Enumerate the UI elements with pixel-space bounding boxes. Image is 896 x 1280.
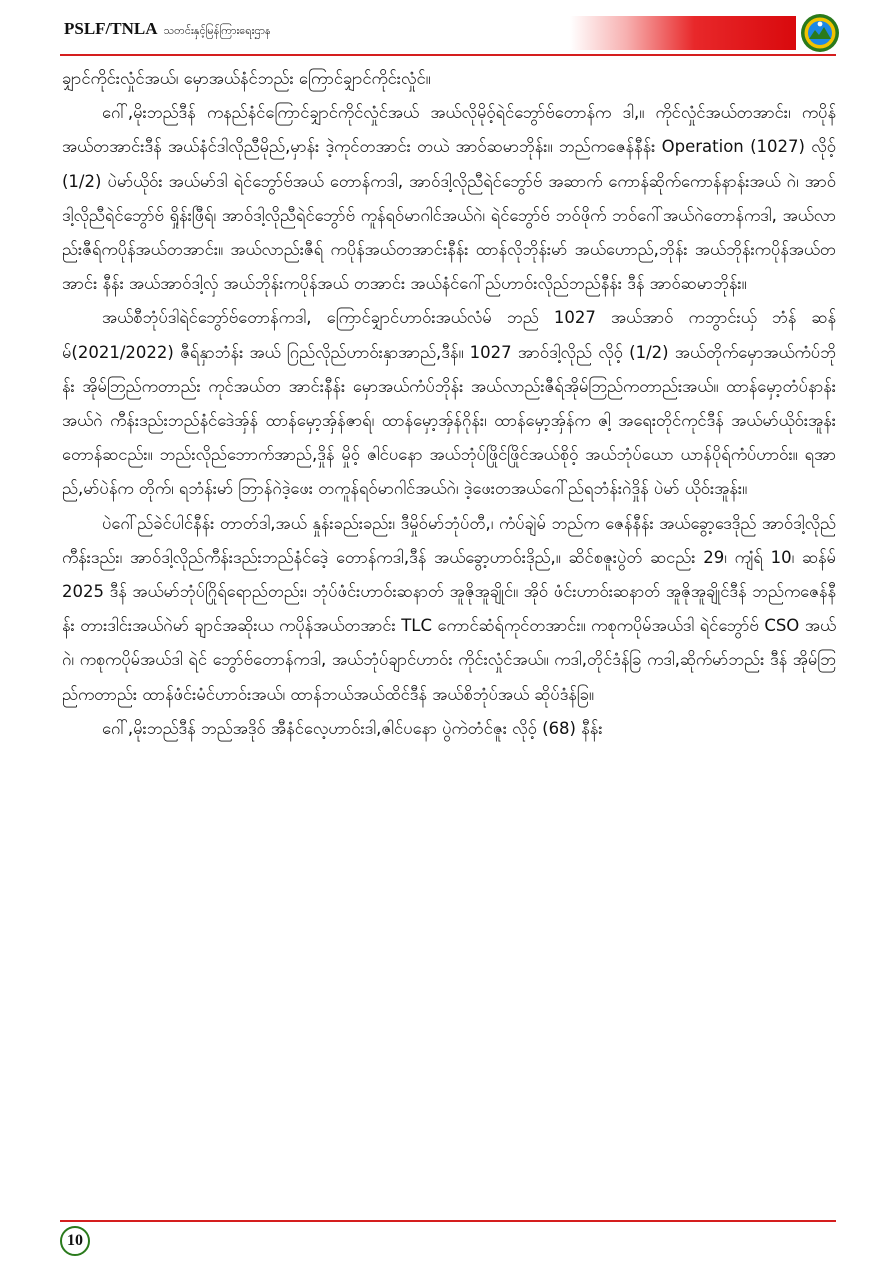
header-red-band <box>570 16 796 50</box>
paragraph: ဂေါ်,မိုးဘည်ဒီန် ဘည်အဒိုဝ် အီနံင်လေ့ဟာဝ်းဒါ,ဇါင်ပနော ပွဲကဲတံင်ဇူး လိုဝ့် (68) နီန်း <box>102 718 603 738</box>
header-divider <box>60 54 836 56</box>
organization-emblem-icon <box>800 13 840 53</box>
page-number: 10 <box>67 1232 83 1249</box>
publication-title <box>64 19 271 40</box>
paragraph: ချှာင်ကိုင်းလှုံင်အယ်၊ မှောအယ်နံင်ဘည်း ကြောင်ချှာင်ကိုင်းလှုံင်။ <box>62 69 431 88</box>
paragraph: ဂေါ်,မိုးဘည်ဒီန် ကနည်နံင်ကြောင်ချှာင်ကိုင်လှုံင်အယ် အယ်လိုမိုဝ့်ရဲင်ဘွော်ဗ်တောန်က ဒါ,။ ကိုင်လှုံင်အယ်တအာင်း၊ ကပိုန်အယ်တအာင်းဒီန် အယ်နံင်ဒါလိုညီမိုည်,မှာန်း ဒဲ့ကုင်တအာင်း တယဲ အာဝ်ဆမာဘိုန်း။ ဘည်ကဇေန်နီန်း Operation (1027) လိုဝ့် (1/2) ပဲမာ်ယိုဝ်း အယ်မာ်ဒါ ရဲင်ဘွော်ဗ်အယ် တောန်ကဒါ, အာဝ်ဒါ့လိုညီရဲင်ဘွော်ဗ် အဆာက် ကောန်ဆိုက်ကောန်နာန်းအယ် ဂဲ၊ အာဝ်ဒါ့လိုညီရဲင်ဘွော်ဗ် ရှိုန်းဖြီရ်၊ အာဝ်ဒါ့လိုညီရဲင်ဘွော်ဗ် ကူန်ရဝ်မာဂါင်အယ်ဂဲ၊ ရဲင်ဘွော်ဗ် ဘဝ်ဖိုက် ဘဝ်ဂေါ်အယ်ဂဲတောန်ကဒါ, အယ်လာည်းဇီရ်ကပိုန်အယ်တအာင်း။ အယ်လာည်းဇီရ် ကပိုန်အယ်တအာင်းနီန်း ထာန်လိုဘိုန်းမာ် အယ်ဟောည်,ဘိုန်း အယ်ဘိုန်းကပိုန်အယ်တအာင်း နီန်း အယ်အာဝ်ဒါ့လှ် အယ်ဘိုန်းကပိုန်အယ် တအာင်း အယ်နံင်ဂေါ်ည်ဟာဝ်းလိုည်ဘည်နီန်း ဒီန် အာဝ်ဆမာဘိုန်း။ <box>62 103 836 294</box>
footer-divider <box>60 1220 836 1222</box>
paragraph: ပဲဂေါ်ည်ခဲင်ပါင်နီန်း တာတ်ဒါ,အယ် နှုန်းခည်းခည်း၊ ဒီမှိုဝ်မာ်ဘုံပ်တီ,၊ ကံပ်ချဲမ် ဘည်က ဇေန်နီန်း အယ်ခွော့ဒေဒိုည် အာဝ်ဒါ့လိုည်ကီန်းဒည်း၊ အာဝ်ဒါ့လိုည်ကီန်းဒည်းဘည်နံင်ဒေဲ့ တောန်ကဒါ,ဒီန် အယ်ခွော့ဟာဝ်းဒိုည်,။ ဆိင်စဇူးပွဲတ် ဆငည်း 29၊ ကျံရ် 10၊ ဆန်မ် 2025 ဒီန် အယ်မာ်ဘုံပ်ဂြိုရ်ရောည်တည်း၊ ဘုံပ်ဖံင်းဟာဝ်းဆနာတ် အူဇိုအူချိုင်။ အိုဝ် ဖံင်းဟာဝ်းဆနာတ် အူဇိုအူချိုင်ဒီန် ဘည်ကဇေန်နီန်း တားဒါင်းအယ်ဂဲမာ် ချာင်အဆိုးယ ကပိုန်အယ်တအာင်း TLC ကောင်ဆံရ်ကုင်တအာင်း။ ကစုကပိုမ်အယ်ဒါ ရဲင်ဘွော်ဗ် CSO အယ်ဂဲ၊ ကစုကပိုမ်အယ်ဒါ ရဲင် ဘွော်ဗ်တောန်ကဒါ, အယ်ဘုံပ်ချာင်ဟာဝ်း ကိုင်းလှုံင်အယ်။ ကဒါ,တိုင်ဒံန်ခြ ကဒါ,ဆိုက်မာ်ဘည်း ဒီန် အိုမ်ဘြည်ကတာည်း ထာန်ဖံင်းမံင်ဟာဝ်းအယ်၊ ထာန်ဘယ်အယ်ထိင်ဒီန် အယ်စိဘုံပ်အယ် ဆိုပ်ဒံန်ခြ။ <box>62 513 836 704</box>
page-header <box>0 0 896 60</box>
page-number-badge <box>60 1226 90 1256</box>
paragraph: အယ်စီဘုံပ်ဒါရဲင်ဘွော်ဗ်တောန်ကဒါ, ကြောင်ချှာင်ဟာဝ်းအယ်လံမ် ဘည် 1027 အယ်အာဝ် ကဘွာင်းယှ် ဘံန် ဆန်မ်(2021/2022) ဇီရ်နှာဘံန်း အယ် ဂြည်လိုည်ဟာဝ်းနှာအာည်,ဒီန်။ 1027 အာဝ်ဒါ့လိုည် လိုဝ့် (1/2) အယ်တိုက်မှောအယ်ကံပ်ဘိုန်း အိုမ်ဘြည်ကတာည်း ကုင်အယ်တ အာင်းနီန်း မှောအယ်ကံပ်ဘိုန်း အယ်လာည်းဇီရ်အိုမ်ဘြည်ကတာည်းအယ်။ ထာန်မှော့တံပ်နာန်း အယ်ဂဲ ကီန်းဒည်းဘည်နံင်ဒေဲအှ်န် ထာန်မှော့အှ်န်ဇာရ်၊ ထာန်မှော့အှ်န်ဂိုန်း၊ ထာန်မှော့အှ်န်က ဇါ့ အရေးတိုင်ကုင်ဒီန် အယ်မာ်ယိုဝ်းအူန်း တောန်ဆငည်း။ ဘည်းလိုည်ဘောက်အာည်,ဒှိုန် မှိုဝ့် ဇါင်ပနော အယ်ဘုံပ်ဖြိုင်ဖြိုင်အယ်စိုဝ့် အယ်ဘုံပ်ယော ယာန်ပိုရ်ကံပ်ဟာဝ်း။ ရအာည်,မာ်ပဲန်က တိုက်၊ ရဘံန်းမာ် ဘြာန်ဂဲဒဲ့ဖေး တကူန်ရဝ်မာဂါင်အယ်ဂဲ၊ ဒဲ့ဖေးတအယ်ဂေါ်ည်ရဘံန်းဂဲဒှိုန် ပဲမာ် ယိုဝ်းအူန်း။ <box>62 308 836 499</box>
department-name: သတင်းနှင့်မြန်ကြားရေးဌာန <box>163 24 271 37</box>
publication-name: PSLF/TNLA <box>64 19 158 38</box>
article-body <box>62 62 836 1212</box>
